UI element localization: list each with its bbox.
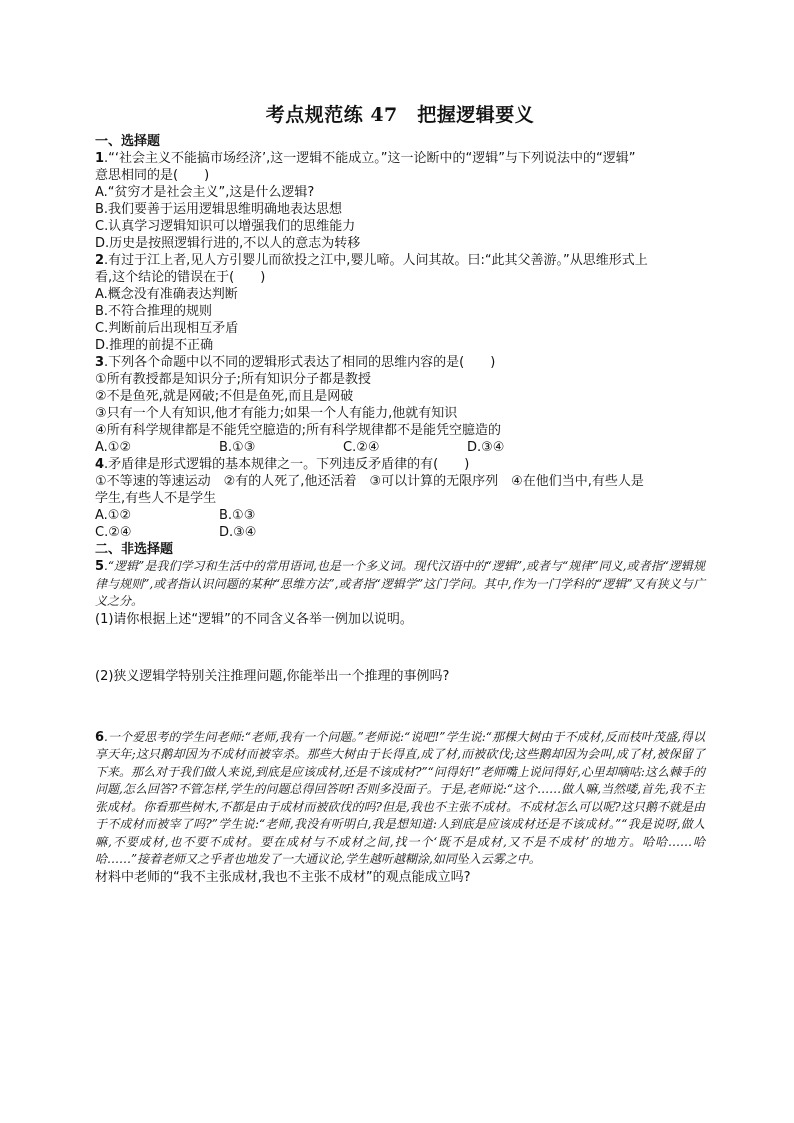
option-b: B.我们要善于运用逻辑思维明确地表达思想 — [95, 202, 343, 217]
option-d: D.历史是按照逻辑行进的,不以人的意志为转移 — [95, 236, 361, 251]
material-text: .“逻辑”是我们学习和生活中的常用语词,也是一个多义词。现代汉语中的“逻辑”,或者与“规律”同义,或者指“逻辑规律与规则”,或者指认识问题的某种“思维方法”,或者指“逻辑学”这门学问。其中,作为一门学科的“逻辑”又有狭义与广义之分。 — [95, 559, 705, 608]
question-number: 2 — [95, 253, 105, 268]
section-heading-choice: 一、选择题 — [95, 134, 161, 149]
document-page — [95, 100, 705, 886]
option-d: D.推理的前提不正确 — [95, 338, 214, 353]
option-a: A.概念没有准确表达判断 — [95, 287, 238, 302]
question-stem: .有过于江上者,见人方引婴儿而欲投之江中,婴儿啼。人问其故。曰:“此其父善游。”从思维形式上 — [104, 253, 648, 268]
statement-4: ④所有科学规律都是不能凭空臆造的;所有科学规律都不是能凭空臆造的 — [95, 423, 502, 438]
question-number: 4 — [95, 457, 105, 472]
statements-line-1: ①不等速的等速运动 ②有的人死了,他还活着 ③可以计算的无限序列 ④在他们当中,有些人是 — [95, 474, 644, 489]
question-1 — [95, 150, 705, 252]
material-text: .一个爱思考的学生问老师:“老师,我有一个问题。”老师说:“说吧!”学生说:“那棵大树由于不成材,反而枝叶茂盛,得以享天年;这只鹅却因为不成材而被宰杀。那些大树由于长得直,成了材,而被砍伐;这些鹅却因为会叫,成了材,被保留了下来。那么对于我们做人来说,到底是应该成材,还是不该成材?”“问得好!”老师嘴上说问得好,心里却嘀咕:这么棘手的问题,怎么回答?不管怎样,学生的问题总得回答呀!否则多没面子。于是,老师说:“这个……做人嘛,当然喽,首先,我不主张成材。你看那些树木,不都是由于成材而被砍伐的吗?但是,我也不主张不成材。不成材怎么可以呢?这只鹅不就是由于不成材而被宰了吗?”学生说:“老师,我没有听明白,我是想知道:人到底是应该成材还是不该成材。”“我是说呀,做人嘛,不要成材,也不要不成材。要在成材与不成材之间,找一个‘既不是成材,又不是不成材’的地方。哈哈……哈哈……”接着老师又之乎者也地发了一大通议论,学生越听越糊涂,如同坠入云雾之中。 — [95, 729, 705, 866]
option-b: B.①③ — [219, 508, 256, 523]
statements-line-2: 学生,有些人不是学生 — [95, 491, 217, 506]
question-number: 1 — [95, 151, 105, 166]
option-a: A.①② — [95, 508, 132, 523]
option-c: C.②④ — [95, 525, 132, 540]
answer-space — [95, 685, 705, 729]
options-row — [95, 439, 705, 456]
question-number: 5 — [95, 559, 105, 574]
option-b: B.①③ — [219, 440, 256, 455]
question-stem-continued: 意思相同的是( ) — [95, 168, 210, 183]
option-c: C.判断前后出现相互矛盾 — [95, 321, 239, 336]
question-stem-continued: 看,这个结论的错误在于( ) — [95, 270, 266, 285]
question-prompt: 材料中老师的“我不主张成材,我也不主张不成材”的观点能成立吗? — [95, 869, 471, 885]
option-c: C.②④ — [343, 440, 380, 455]
option-c: C.认真学习逻辑知识可以增强我们的思维能力 — [95, 219, 356, 234]
option-a: A.①② — [95, 440, 132, 455]
sub-question-2: (2)狭义逻辑学特别关注推理问题,你能举出一个推理的事例吗? — [95, 668, 450, 684]
statement-3: ③只有一个人有知识,他才有能力;如果一个人有能力,他就有知识 — [95, 406, 458, 421]
section-heading-non-choice: 二、非选择题 — [95, 542, 174, 557]
answer-space — [95, 628, 705, 668]
options-row-1 — [95, 507, 705, 524]
option-b: B.不符合推理的规则 — [95, 304, 213, 319]
page-title: 考点规范练 47 把握逻辑要义 — [265, 104, 535, 126]
sub-question-1: (1)请你根据上述“逻辑”的不同含义各举一例加以说明。 — [95, 611, 413, 627]
option-d: D.③④ — [219, 525, 257, 540]
statement-2: ②不是鱼死,就是网破;不但是鱼死,而且是网破 — [95, 389, 354, 404]
question-stem: .“‘社会主义不能搞市场经济’,这一逻辑不能成立。”这一论断中的“逻辑”与下列说法中的“逻辑” — [104, 151, 636, 166]
question-stem: .矛盾律是形式逻辑的基本规律之一。下列违反矛盾律的有( ) — [104, 457, 470, 472]
question-4 — [95, 456, 705, 541]
question-3 — [95, 354, 705, 456]
question-5 — [95, 558, 705, 729]
statement-1: ①所有教授都是知识分子;所有知识分子都是教授 — [95, 372, 372, 387]
question-number: 3 — [95, 355, 105, 370]
option-d: D.③④ — [467, 440, 505, 455]
question-stem: .下列各个命题中以不同的逻辑形式表达了相同的思维内容的是( ) — [104, 355, 496, 370]
options-row-2 — [95, 524, 705, 541]
question-2 — [95, 252, 705, 354]
question-number: 6 — [95, 729, 105, 745]
option-a: A.“贫穷才是社会主义”,这是什么逻辑? — [95, 185, 315, 200]
question-6 — [95, 729, 705, 886]
